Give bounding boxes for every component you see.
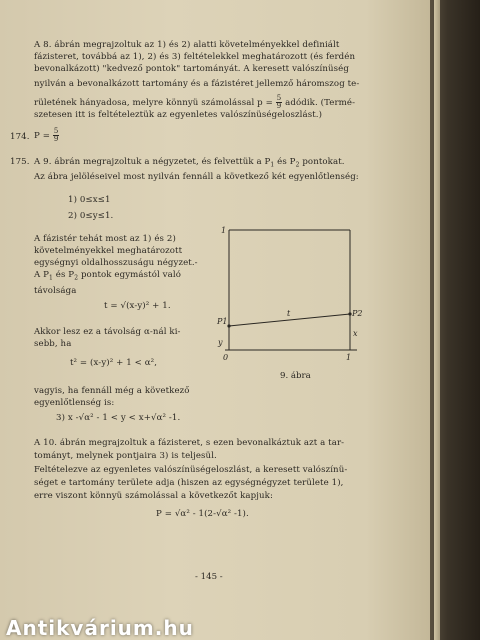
condition-line-1: Akkor lesz ez a távolság α-nál ki- <box>34 327 181 337</box>
condition-line-2: sebb, ha <box>34 339 72 349</box>
item-175-text-b: és P <box>274 157 296 167</box>
intro-line-5 <box>34 95 355 110</box>
figure-label: 9. ábra <box>280 371 311 381</box>
subscript-1: 1 <box>49 274 53 282</box>
intro-line-5-tail: adódik. (Termé- <box>285 98 356 108</box>
watermark-text: Antikvárium.hu <box>6 616 194 640</box>
page-edge-strip <box>434 0 440 640</box>
inequality-3: 3) x -√α² - 1 < y < x+√α² -1. <box>56 413 181 423</box>
item-175-text-a: A 9. ábrán megrajzoltuk a négyzetet, és felvettük a P <box>34 157 271 167</box>
intro-line-4: nyilván a bevonalkázott tartomány és a fázistéret jellemző háromszog te- <box>34 79 360 89</box>
label-p1: P1 <box>217 317 228 326</box>
final-line-5: erre viszont könnyü számolással a következőt kapjuk: <box>34 491 273 501</box>
left-text-4a: A P <box>34 270 50 280</box>
label-t: t <box>287 309 291 318</box>
left-text-4 <box>34 270 181 282</box>
item-174-number: 174. <box>10 132 30 142</box>
fraction-denominator: 9 <box>276 102 282 110</box>
left-text-1: A fázistér tehát most az 1) és 2) <box>34 234 176 244</box>
fraction-numerator: 5 <box>53 127 59 135</box>
final-line-4: séget e tartomány területe adja (hiszen az egységnégyzet területe 1), <box>34 478 344 488</box>
left-text-5: távolsága <box>34 286 77 296</box>
label-x: x <box>353 329 358 338</box>
final-line-3: Feltételezve az egyenletes valószínüségeloszlást, a keresett valószínü- <box>34 465 348 475</box>
item-174-text: P = <box>34 131 51 141</box>
vagyis-line-1: vagyis, ha fennáll még a következő <box>34 386 190 396</box>
intro-line-1: A 8. ábrán megrajzoltuk az 1) és 2) alatti követelményekkel definiált <box>34 40 340 50</box>
item-175-line-1 <box>34 157 345 169</box>
vagyis-line-2: egyenlőtlenség is: <box>34 398 115 408</box>
book-edge-shadow <box>430 0 480 640</box>
final-line-1: A 10. ábrán megrajzoltuk a fázisteret, s ezen bevonalkáztuk azt a tar- <box>34 438 345 448</box>
fraction-5-9 <box>276 95 283 110</box>
page-number: - 145 - <box>195 572 223 582</box>
intro-line-3: bevonalkázott) "kedvező pontok" tartományát. A keresett valószínüség <box>34 64 349 74</box>
square-diagram <box>215 222 365 367</box>
inequality-2: 2) 0≤y≤1. <box>68 211 114 221</box>
item-174-answer <box>34 128 59 143</box>
label-y: y <box>218 338 223 347</box>
final-line-2: tományt, melynek pontjaira 3) is teljesül. <box>34 451 217 461</box>
inequality-1: 1) 0≤x≤1 <box>68 195 111 205</box>
label-top-left: 1 <box>221 226 227 235</box>
subscript-2: 2 <box>74 274 79 282</box>
left-text-4c: pontok egymástól való <box>78 270 181 280</box>
label-origin: 0 <box>223 353 229 362</box>
point-p1 <box>227 324 230 327</box>
item-175-number: 175. <box>10 157 30 167</box>
item-175-line-2: Az ábra jelöléseivel most nyilván fennáll a következő két egyenlőtlenség: <box>34 172 359 182</box>
label-p2: P2 <box>352 309 363 318</box>
intro-line-2: fázisteret, továbbá az 1), 2) és 3) feltételekkel meghatározott (és ferdén <box>34 52 356 62</box>
left-text-3: egységnyi oldalhosszuságu négyzet.- <box>34 258 198 268</box>
item-175-text-c: pontokat. <box>299 157 345 167</box>
final-formula: P = √α² - 1(2-√α² -1). <box>156 509 249 519</box>
subscript-1: 1 <box>270 161 275 169</box>
label-bottom-right: 1 <box>346 353 352 362</box>
subscript-2: 2 <box>295 161 300 169</box>
fraction-denominator: 9 <box>53 135 59 143</box>
fraction-5-9-answer <box>53 128 60 143</box>
left-text-2: követelményekkel meghatározott <box>34 246 183 256</box>
condition-formula: t² = (x-y)² + 1 < α², <box>70 358 158 368</box>
fraction-numerator: 5 <box>276 94 282 102</box>
intro-line-5-text: rületének hányadosa, melyre könnyü számolással p = <box>34 98 273 108</box>
distance-formula: t = √(x-y)² + 1. <box>104 301 171 311</box>
left-text-4b: és P <box>52 270 75 280</box>
intro-line-6: szetesen itt is feltételeztük az egyenletes valószínüségeloszlást.) <box>34 110 323 120</box>
